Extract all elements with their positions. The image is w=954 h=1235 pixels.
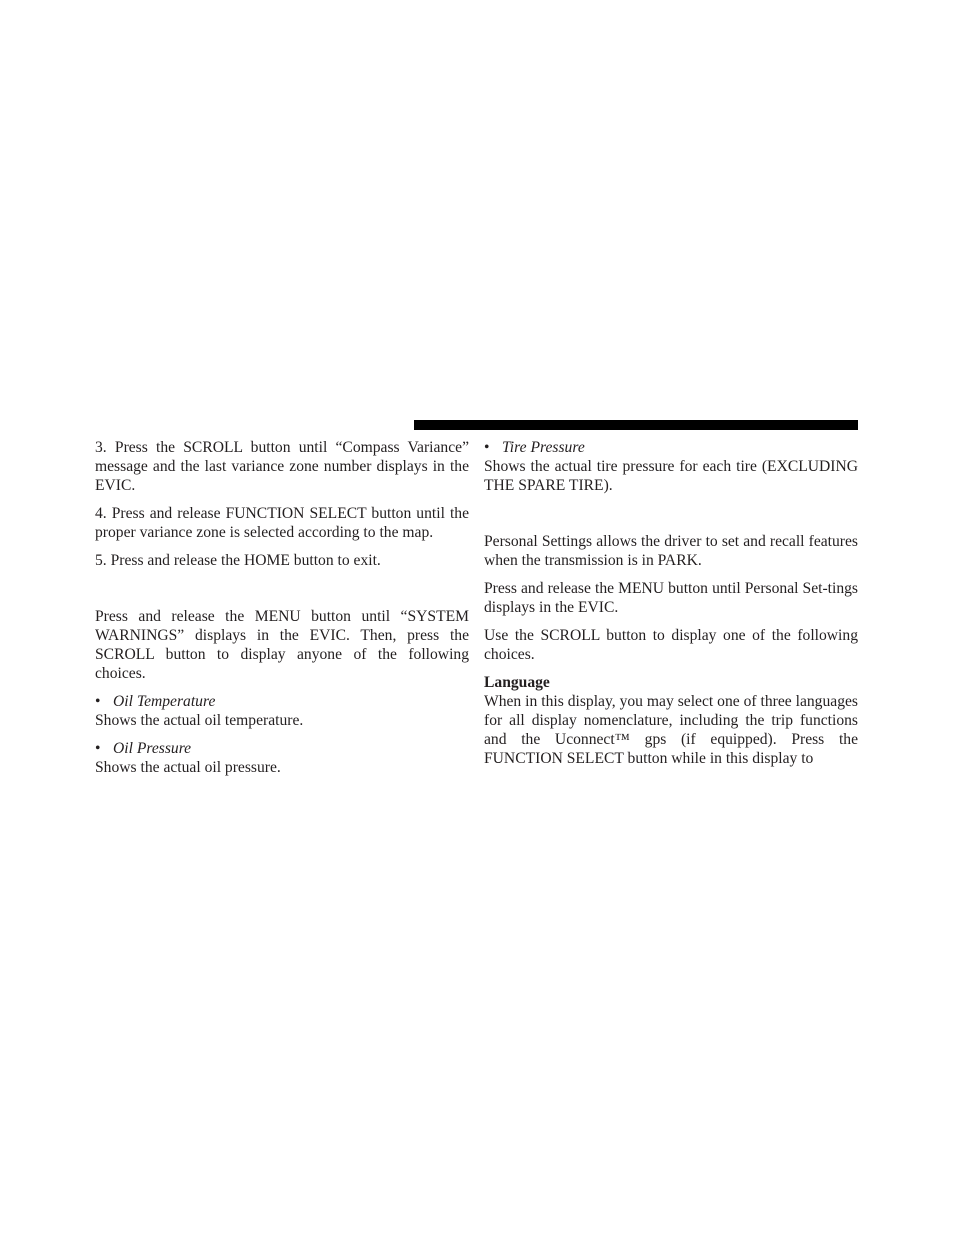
oil-pressure-title: Oil Pressure bbox=[113, 740, 192, 757]
oil-pressure-bullet bbox=[95, 739, 469, 758]
language-heading: Language bbox=[484, 674, 550, 691]
oil-temperature-text: Shows the actual oil temperature. bbox=[95, 712, 304, 729]
step-3-paragraph: 3. Press the SCROLL button until “Compass Variance” message and the last variance zone number displays in the EVIC. bbox=[95, 439, 469, 494]
bullet-dot: • bbox=[95, 693, 101, 710]
personal-settings-intro: Personal Settings allows the driver to set and recall features when the transmission is in PARK. bbox=[484, 533, 858, 569]
section-header-bar bbox=[414, 420, 858, 430]
language-paragraph: When in this display, you may select one of three languages for all display nomenclature, including the trip functions and the Uconnect™ gps (if equipped). Press the FUNCTION SELECT button while in this display to bbox=[484, 693, 858, 767]
right-column bbox=[484, 438, 858, 768]
bullet-dot: • bbox=[484, 439, 490, 456]
scroll-instruction: Use the SCROLL button to display one of the following choices. bbox=[484, 627, 858, 663]
bullet-dot: • bbox=[95, 740, 101, 757]
tire-pressure-text: Shows the actual tire pressure for each tire (EXCLUDING THE SPARE TIRE). bbox=[484, 458, 858, 494]
section-gap bbox=[95, 570, 469, 607]
oil-temperature-bullet bbox=[95, 692, 469, 711]
left-column bbox=[95, 438, 469, 777]
tire-pressure-title: Tire Pressure bbox=[502, 439, 585, 456]
step-4-paragraph: 4. Press and release FUNCTION SELECT button until the proper variance zone is selected according to the map. bbox=[95, 505, 469, 541]
menu-instruction: Press and release the MENU button until Personal Set-tings displays in the EVIC. bbox=[484, 580, 858, 616]
oil-pressure-text: Shows the actual oil pressure. bbox=[95, 759, 281, 776]
system-warnings-intro: Press and release the MENU button until “SYSTEM WARNINGS” displays in the EVIC. Then, press the SCROLL button to display anyone of the following choices. bbox=[95, 608, 469, 682]
step-5-paragraph: 5. Press and release the HOME button to exit. bbox=[95, 552, 381, 569]
tire-pressure-bullet bbox=[484, 438, 858, 457]
section-gap bbox=[484, 495, 858, 532]
oil-temperature-title: Oil Temperature bbox=[113, 693, 216, 710]
